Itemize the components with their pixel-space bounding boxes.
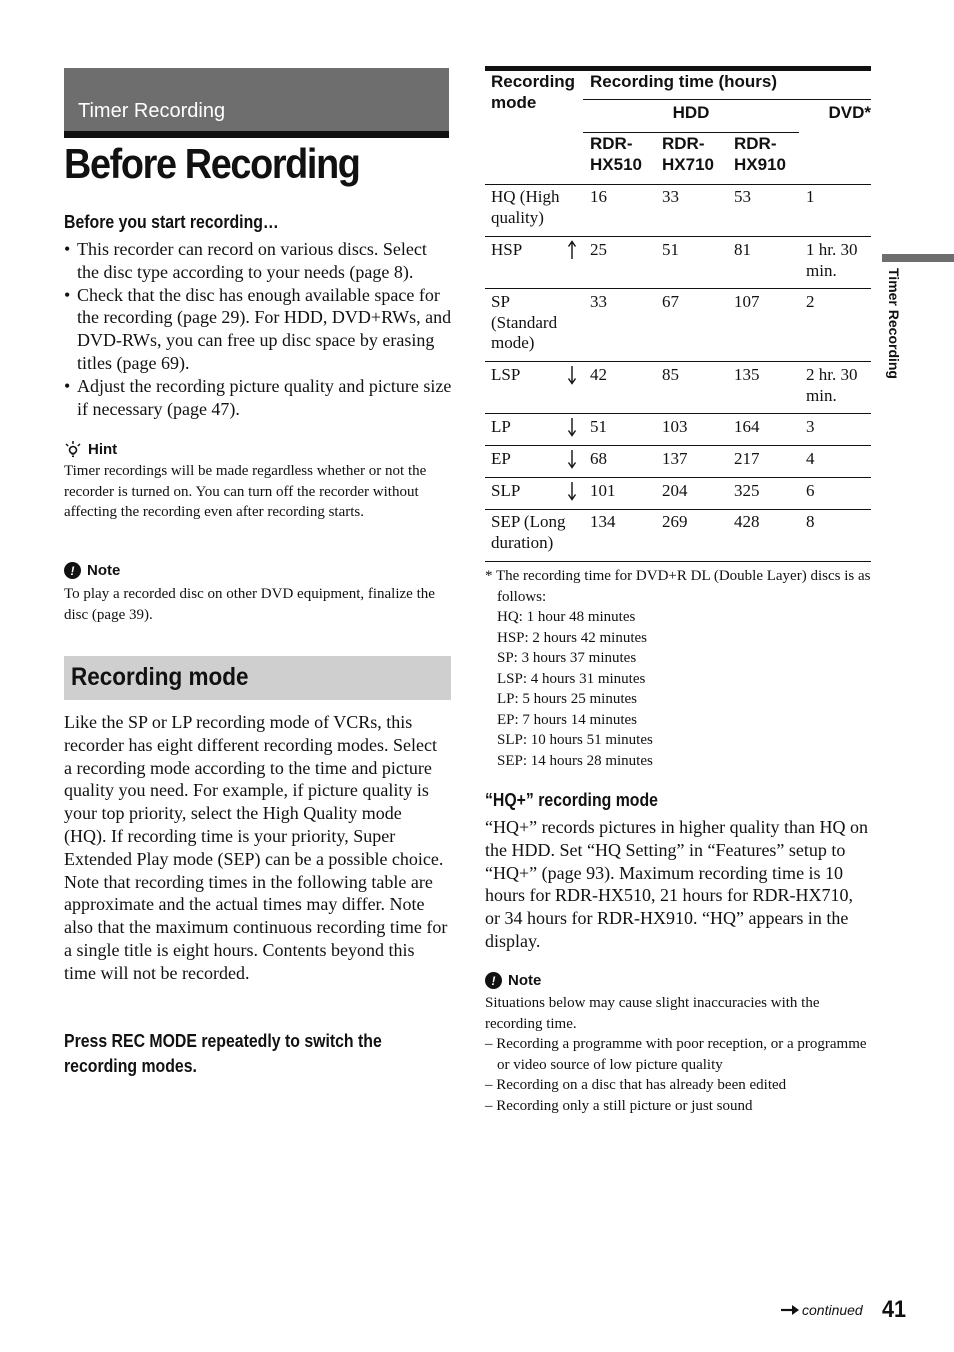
continued-indicator [780, 1302, 863, 1318]
list-item: LSP: 4 hours 31 minutes [497, 670, 646, 687]
table-cell: 68 [590, 449, 607, 468]
section-header-label: Timer Recording [78, 100, 226, 122]
table-cell-mode: LSP [491, 365, 521, 384]
table-cell-mode: SEP (Long duration) [491, 512, 566, 552]
table-rule [583, 99, 871, 100]
arrow-right-icon [780, 1304, 800, 1316]
arrow-up-icon [567, 240, 577, 260]
table-cell: 2 [806, 292, 815, 311]
table-cell-mode: HSP [491, 240, 523, 259]
header-model-hx910: RDR-HX910 [734, 134, 786, 174]
section-header-bar [64, 68, 449, 131]
page-title: Before Recording [64, 140, 360, 187]
table-rule [485, 288, 871, 289]
table-top-rule [485, 66, 871, 71]
table-cell: 428 [734, 512, 760, 531]
list-item: EP: 7 hours 14 minutes [497, 711, 638, 728]
header-hdd: HDD [672, 103, 710, 122]
hq-plus-body: “HQ+” records pictures in higher quality than HQ on the HDD. Set “HQ Setting” in “Features” setup to “HQ+” (page 93). Maximum recording time is 10 hours for RDR-HX510, 21 hours for RDR-HX710, or 34 hours for RDR-HX910. “HQ” appears in the display. [485, 817, 869, 951]
note-label: Note [87, 562, 121, 579]
list-item: HQ: 1 hour 48 minutes [497, 609, 636, 625]
list-item: – Recording on a disc that has already been edited [485, 1077, 787, 1093]
table-cell: 134 [590, 512, 616, 531]
note-intro: Situations below may cause slight inaccuracies with the recording time. [485, 995, 820, 1032]
table-cell: 67 [662, 292, 679, 311]
table-cell: 137 [662, 449, 688, 468]
page-number: 41 [882, 1296, 907, 1323]
note-heading [485, 972, 541, 989]
table-cell: 53 [734, 187, 751, 206]
table-rule [485, 477, 871, 478]
arrow-down-icon [567, 417, 577, 437]
table-cell: 1 [806, 187, 815, 206]
arrow-down-icon [567, 365, 577, 385]
table-cell: 107 [734, 292, 760, 311]
arrow-down-icon [567, 449, 577, 469]
table-cell: 1 hr. 30 min. [806, 240, 858, 280]
recording-mode-heading: Recording mode [71, 663, 249, 691]
table-cell: 217 [734, 449, 760, 468]
section-rule [64, 131, 449, 138]
list-item: • This recorder can record on various discs. Select the disc type according to your needs (page 8). [64, 238, 452, 284]
hq-plus-heading: “HQ+” recording mode [485, 790, 658, 810]
table-cell: 3 [806, 417, 815, 436]
hint-text: Timer recordings will be made regardless whether or not the recorder is turned on. You can turn off the recorder without affecting the recording even after recording starts. [64, 463, 427, 520]
list-item: HSP: 2 hours 42 minutes [497, 629, 648, 646]
table-cell-mode: SLP [491, 481, 521, 500]
lightbulb-icon [64, 440, 82, 458]
table-rule [485, 509, 871, 510]
table-cell: 325 [734, 481, 760, 500]
table-cell: 51 [590, 417, 607, 436]
list-item: LP: 5 hours 25 minutes [497, 691, 638, 707]
header-model-hx510: RDR-HX510 [590, 134, 642, 174]
hint-heading [64, 440, 117, 458]
list-item: SLP: 10 hours 51 minutes [497, 732, 653, 748]
table-cell: 164 [734, 417, 760, 436]
table-cell: 42 [590, 365, 607, 384]
note-icon: ! [64, 562, 81, 579]
note-label: Note [508, 972, 542, 989]
table-cell: 135 [734, 365, 760, 384]
table-rule [485, 561, 871, 562]
table-cell: 204 [662, 481, 688, 500]
table-cell: 6 [806, 481, 815, 500]
rec-mode-instruction: Press REC MODE repeatedly to switch the recording modes. [64, 1031, 382, 1076]
header-dvd: DVD* [828, 103, 871, 122]
note-heading [64, 562, 120, 579]
table-rule [583, 132, 799, 133]
table-cell: 101 [590, 481, 616, 500]
recording-mode-header-bar [64, 656, 451, 700]
list-item: SP: 3 hours 37 minutes [497, 650, 637, 666]
continued-label: continued [802, 1302, 863, 1318]
arrow-down-icon [567, 481, 577, 501]
note-icon: ! [485, 972, 502, 989]
table-cell: 33 [662, 187, 679, 206]
table-cell: 33 [590, 292, 607, 311]
table-rule [485, 236, 871, 237]
before-start-list [64, 238, 452, 420]
table-rule [485, 413, 871, 414]
table-cell-mode: LP [491, 417, 511, 436]
list-item: – Recording only a still picture or just sound [485, 1097, 753, 1114]
table-cell-mode: SP (Standard mode) [491, 292, 558, 352]
table-cell: 25 [590, 240, 607, 259]
hint-label: Hint [88, 440, 118, 458]
recording-mode-body: Like the SP or LP recording mode of VCRs, this recorder has eight different recording modes. Select a recording mode according to the time and picture quality you need. For example, if picture quality is your top priority, select the High Quality mode (HQ). If recording time is your priority, Super Extended Play mode (SEP) can be a possible choice. Note that recording times in the following table are approximate and the actual times may differ. Note also that the maximum continuous recording time for a single title is eight hours. Contents beyond this time will not be recorded. [64, 712, 448, 983]
table-cell-mode: EP [491, 449, 511, 468]
table-cell: 103 [662, 417, 688, 436]
side-tab-label: Timer Recording [886, 268, 902, 379]
table-cell: 81 [734, 240, 751, 259]
table-cell: 51 [662, 240, 679, 259]
header-recording-time: Recording time (hours) [590, 72, 778, 91]
header-model-hx710: RDR-HX710 [662, 134, 714, 174]
note-list [485, 1034, 871, 1116]
table-cell: 8 [806, 512, 815, 531]
before-start-heading: Before you start recording… [64, 212, 279, 232]
footnote-list [497, 607, 653, 771]
table-cell: 269 [662, 512, 688, 531]
table-rule [485, 184, 871, 185]
table-cell: 85 [662, 365, 679, 384]
table-cell: 4 [806, 449, 815, 468]
table-rule [485, 361, 871, 362]
table-rule [485, 445, 871, 446]
table-cell: 2 hr. 30 min. [806, 365, 858, 405]
list-item: SEP: 14 hours 28 minutes [497, 752, 653, 769]
table-footnote-intro: * The recording time for DVD+R DL (Double Layer) discs is as follows: [485, 568, 871, 605]
table-cell: 16 [590, 187, 607, 206]
side-tab-bar [882, 254, 954, 262]
list-item: – Recording a programme with poor reception, or a programme or video source of low picture quality [485, 1036, 867, 1073]
list-item: • Check that the disc has enough available space for the recording (page 29). For HDD, DVD+RWs, and DVD-RWs, you can free up disc space by erasing titles (page 69). [64, 284, 452, 375]
note-text: To play a recorded disc on other DVD equipment, finalize the disc (page 39). [64, 586, 435, 623]
table-cell-mode: HQ (High quality) [491, 187, 560, 227]
list-item: • Adjust the recording picture quality and picture size if necessary (page 47). [64, 375, 452, 421]
header-recording-mode: Recording mode [491, 72, 576, 112]
